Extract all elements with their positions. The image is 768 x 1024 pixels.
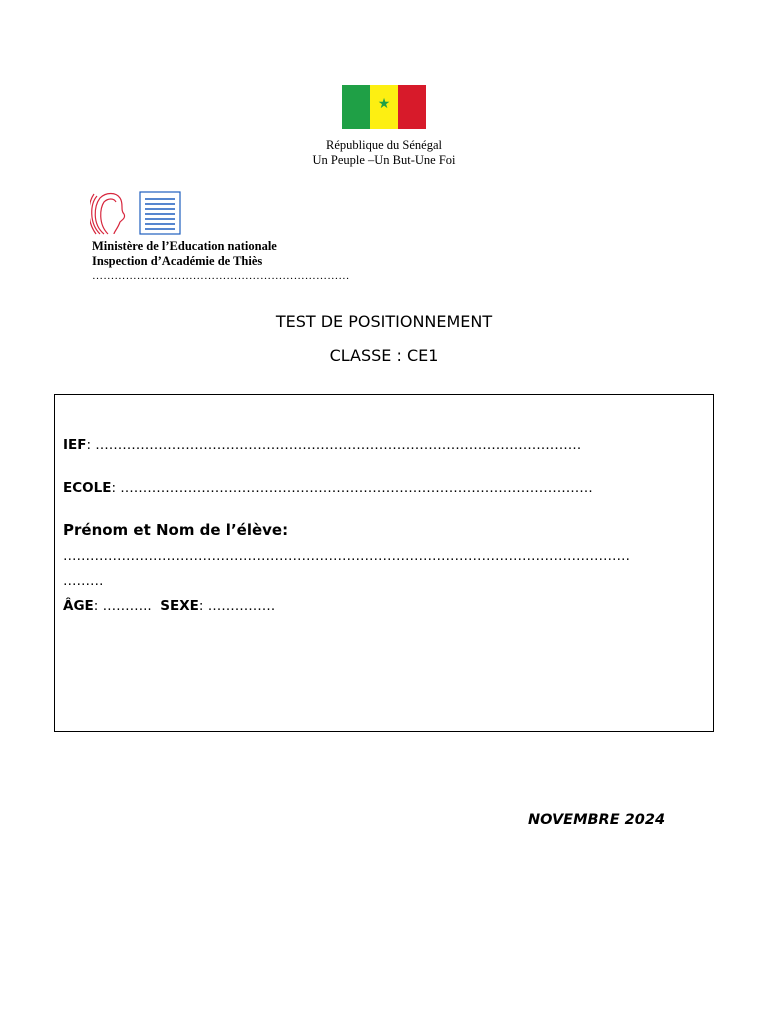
student-name-field-continued[interactable]: ……… [63, 573, 104, 589]
age-label: ÂGE [63, 598, 94, 614]
ministry-name: Ministère de l’Education nationale [92, 239, 277, 253]
star-icon: ★ [377, 96, 391, 112]
student-name-label: Prénom et Nom de l’élève: [63, 521, 289, 539]
flag-green-band [342, 85, 370, 129]
inspection-name: Inspection d’Académie de Thiès [92, 254, 263, 268]
ief-field[interactable] [63, 437, 581, 453]
flag-yellow-band [370, 85, 398, 129]
test-date: NOVEMBRE 2024 [528, 812, 666, 828]
ecole-dots: : …………………………………………………………………………………………… [111, 480, 593, 496]
age-sex-row [63, 598, 275, 614]
age-field[interactable]: : ……….. [93, 598, 152, 614]
republic-name: République du Sénégal [326, 138, 442, 152]
class-title: CLASSE : CE1 [329, 346, 439, 365]
ief-label: IEF [63, 437, 87, 453]
student-info-box [54, 394, 714, 732]
sexe-label: SEXE [160, 598, 199, 614]
ecole-label: ECOLE [63, 480, 112, 496]
ief-dots: : ……………………………………………………………………………………………… [86, 437, 582, 453]
student-name-field[interactable]: ……………………………………………………………………………………………………………… [63, 548, 630, 564]
ecole-field[interactable] [63, 480, 593, 496]
senegal-flag [342, 85, 426, 129]
sexe-field[interactable]: : …………… [198, 598, 276, 614]
ministry-logo [90, 190, 182, 236]
header-dotted-line: …………………………………………………………… [92, 270, 350, 282]
national-motto: Un Peuple –Un But-Une Foi [312, 153, 456, 167]
flag-red-band [398, 85, 426, 129]
test-title: TEST DE POSITIONNEMENT [275, 312, 493, 331]
